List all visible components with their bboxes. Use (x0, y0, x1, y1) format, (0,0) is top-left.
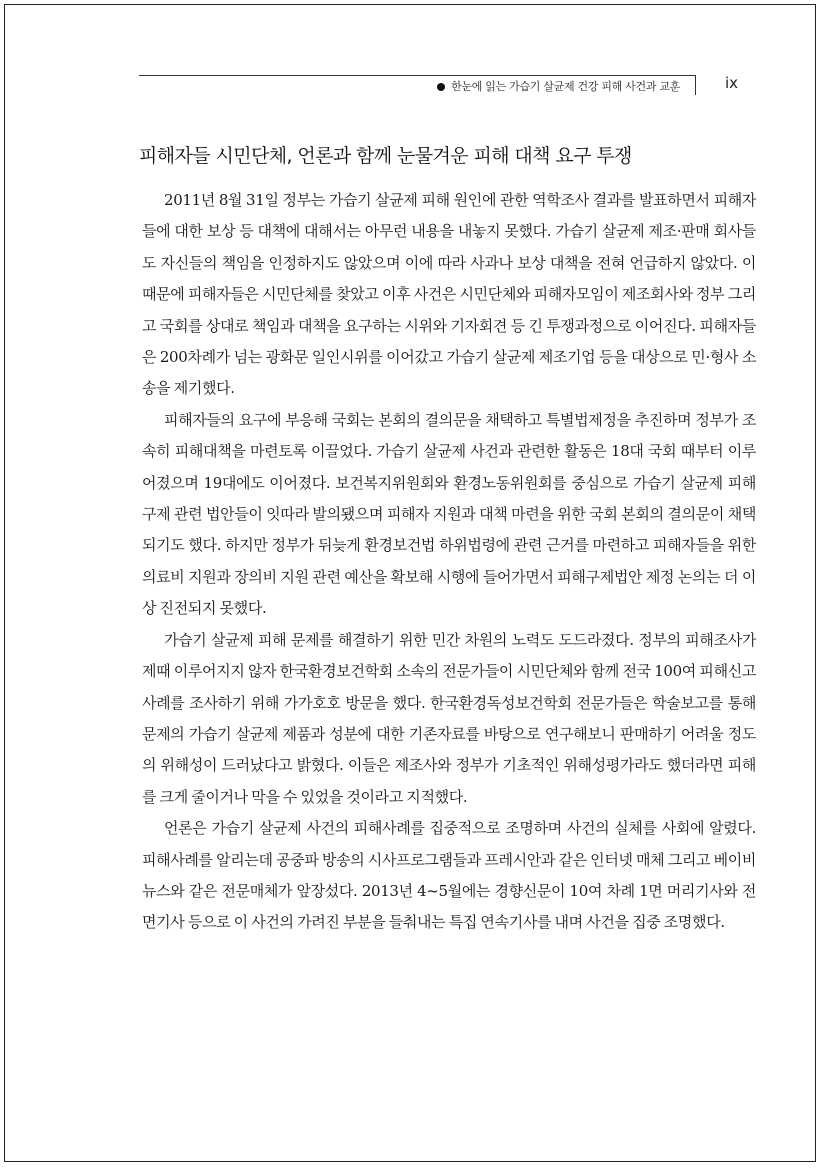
book-page (4, 4, 816, 1162)
page-number: ix (725, 74, 739, 92)
section-title: 피해자들 시민단체, 언론과 함께 눈물겨운 피해 대책 요구 투쟁 (139, 145, 632, 167)
paragraph: 2011년 8월 31일 정부는 가습기 살균제 피해 원인에 관한 역학조사 결과를 발표하면서 피해자들에 대한 보상 등 대책에 대해서는 아무런 내용을 내놓지 못했다. 가습기 살균제 제조·판매 회사들도 자신들의 책임을 인정하지도 않았으며 이에 따라 사과나 보상 대책을 전혀 언급하지 않았다. 이 때문에 피해자들은 시민단체를 찾았고 이후 사건은 시민단체와 피해자모임이 제조회사와 정부 그리고 국회를 상대로 책임과 대책을 요구하는 시위와 기자회견 등 긴 투쟁과정으로 이어진다. 피해자들은 200차례가 넘는 광화문 일인시위를 이어갔고 가습기 살균제 제조기업 등을 대상으로 민·형사 소송을 제기했다. (142, 191, 756, 398)
header-divider (695, 75, 696, 95)
bullet-icon (437, 83, 445, 91)
body-text (142, 185, 756, 939)
running-head (139, 78, 680, 94)
paragraph: 피해자들의 요구에 부응해 국회는 본회의 결의문을 채택하고 특별법제정을 추진하며 정부가 조속히 피해대책을 마련토록 이끌었다. 가습기 살균제 사건과 관련한 활동은 18대 국회 때부터 이루어졌으며 19대에도 이어졌다. 보건복지위원회와 환경노동위원회를 중심으로 가습기 살균제 피해 구제 관련 법안들이 잇따라 발의됐으며 피해자 지원과 대책 마련을 위한 국회 본회의 결의문이 채택되기도 했다. 하지만 정부가 뒤늦게 환경보건법 하위법령에 관련 근거를 마련하고 피해자들을 위한 의료비 지원과 장의비 지원 관련 예산을 확보해 시행에 들어가면서 피해구제법안 제정 논의는 더 이상 진전되지 못했다. (142, 410, 756, 618)
paragraph: 가습기 살균제 피해 문제를 해결하기 위한 민간 차원의 노력도 도드라졌다. 정부의 피해조사가 제때 이루어지지 않자 한국환경보건학회 소속의 전문가들이 시민단체와 함께 전국 100여 피해신고 사례를 조사하기 위해 가가호호 방문을 했다. 한국환경독성보건학회 전문가들은 학술보고를 통해 문제의 가습기 살균제 제품과 성분에 대한 기존자료를 바탕으로 연구해보니 판매하기 어려울 정도의 위해성이 드러났다고 밝혔다. 이들은 제조사와 정부가 기초적인 위해성평가라도 했더라면 피해를 크게 줄이거나 막을 수 있었을 것이라고 지적했다. (142, 630, 756, 806)
header-rule (139, 75, 695, 76)
running-head-text: 한눈에 읽는 가습기 살균제 건강 피해 사건과 교훈 (451, 80, 680, 93)
paragraph: 언론은 가습기 살균제 사건의 피해사례를 집중적으로 조명하며 사건의 실체를 사회에 알렸다. 피해사례를 알리는데 공중파 방송의 시사프로그램들과 프레시안과 같은 인터넷 매체 그리고 베이비뉴스와 같은 전문매체가 앞장섰다. 2013년 4~5월에는 경향신문이 10여 차례 1면 머리기사와 전면기사 등으로 이 사건의 가려진 부분을 들춰내는 특집 연속기사를 내며 사건을 집중 조명했다. (142, 819, 756, 932)
